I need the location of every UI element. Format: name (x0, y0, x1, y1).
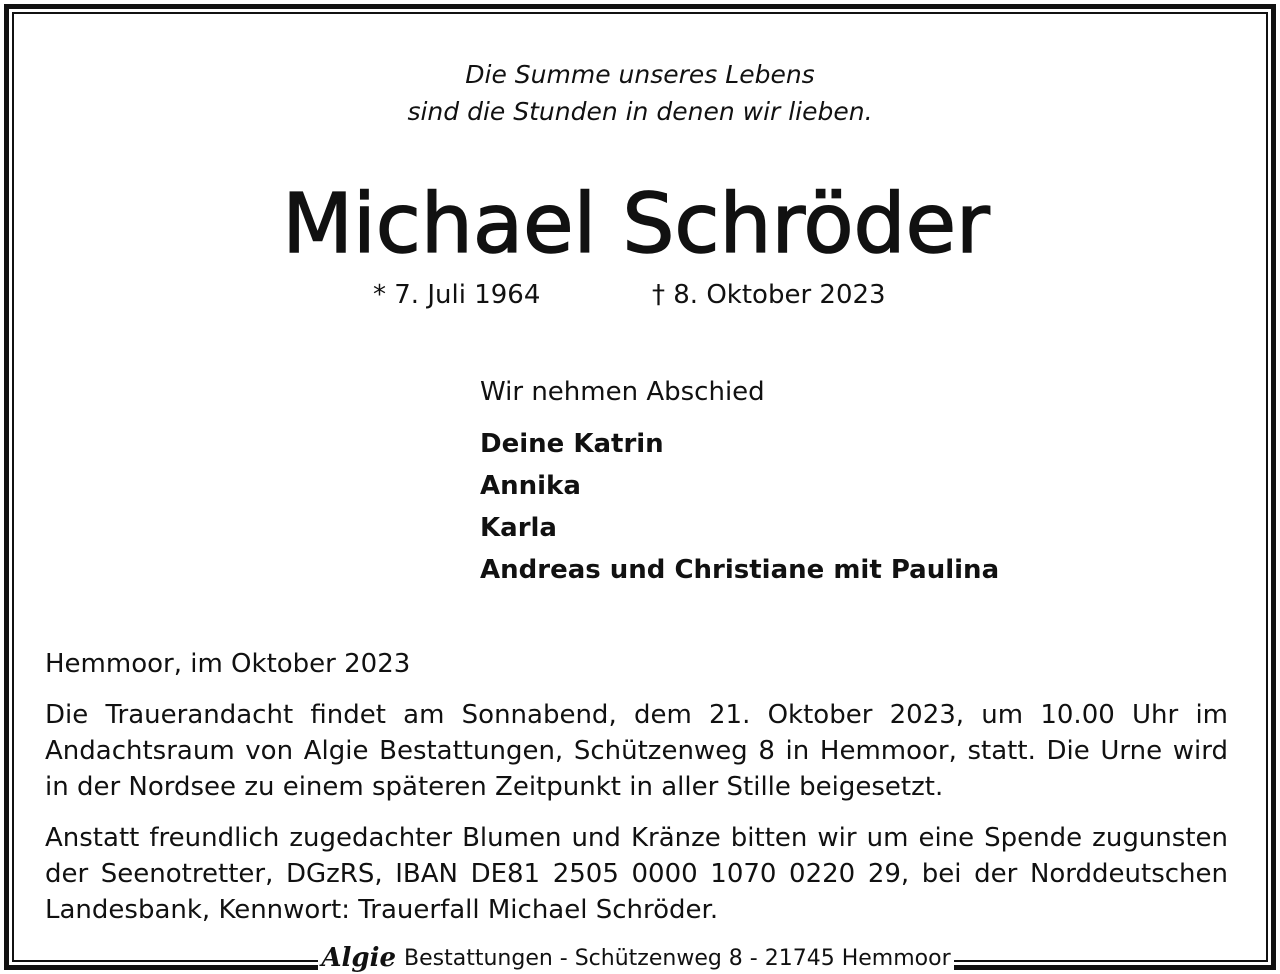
donation-paragraph: Anstatt freundlich zugedachter Blumen und Kränze bitten wir um eine Spende zugunsten der Seenotretter, DGzRS, IBAN DE81 2505 0000 1070 0220 29, bei der Norddeutschen Landesbank, Kennwort: Trauerfall Michael Schröder. (45, 823, 1228, 925)
service-paragraph: Die Trauerandacht findet am Sonnabend, dem 21. Oktober 2023, um 10.00 Uhr im Andachtsraum von Algie Bestattungen, Schützenweg 8 in Hemmoor, statt. Die Urne wird in der Nordsee zu einem späteren Zeitpunkt in aller Stille beigesetzt. (45, 700, 1228, 802)
motto (0, 56, 1280, 130)
motto-line-2: sind die Stunden in denen wir lieben. (407, 97, 873, 126)
mourners-list (480, 423, 999, 591)
birth-date: * 7. Juli 1964 (373, 280, 541, 310)
mourner-item: Deine Katrin (480, 429, 664, 459)
mourner-item: Annika (480, 471, 581, 501)
death-date: † 8. Oktober 2023 (652, 280, 886, 310)
footer-imprint (318, 943, 954, 973)
motto-line-1: Die Summe unseres Lebens (465, 60, 815, 89)
mourner-item: Andreas und Christiane mit Paulina (480, 555, 1000, 585)
mourner-item: Karla (480, 513, 557, 543)
deceased-name: Michael Schröder (282, 177, 990, 272)
funeral-home-logo: Algie (321, 943, 397, 973)
farewell-heading: Wir nehmen Abschied (480, 377, 765, 407)
footer-text: Bestattungen - Schützenweg 8 - 21745 Hemmoor (404, 945, 951, 971)
place-date: Hemmoor, im Oktober 2023 (45, 649, 411, 679)
